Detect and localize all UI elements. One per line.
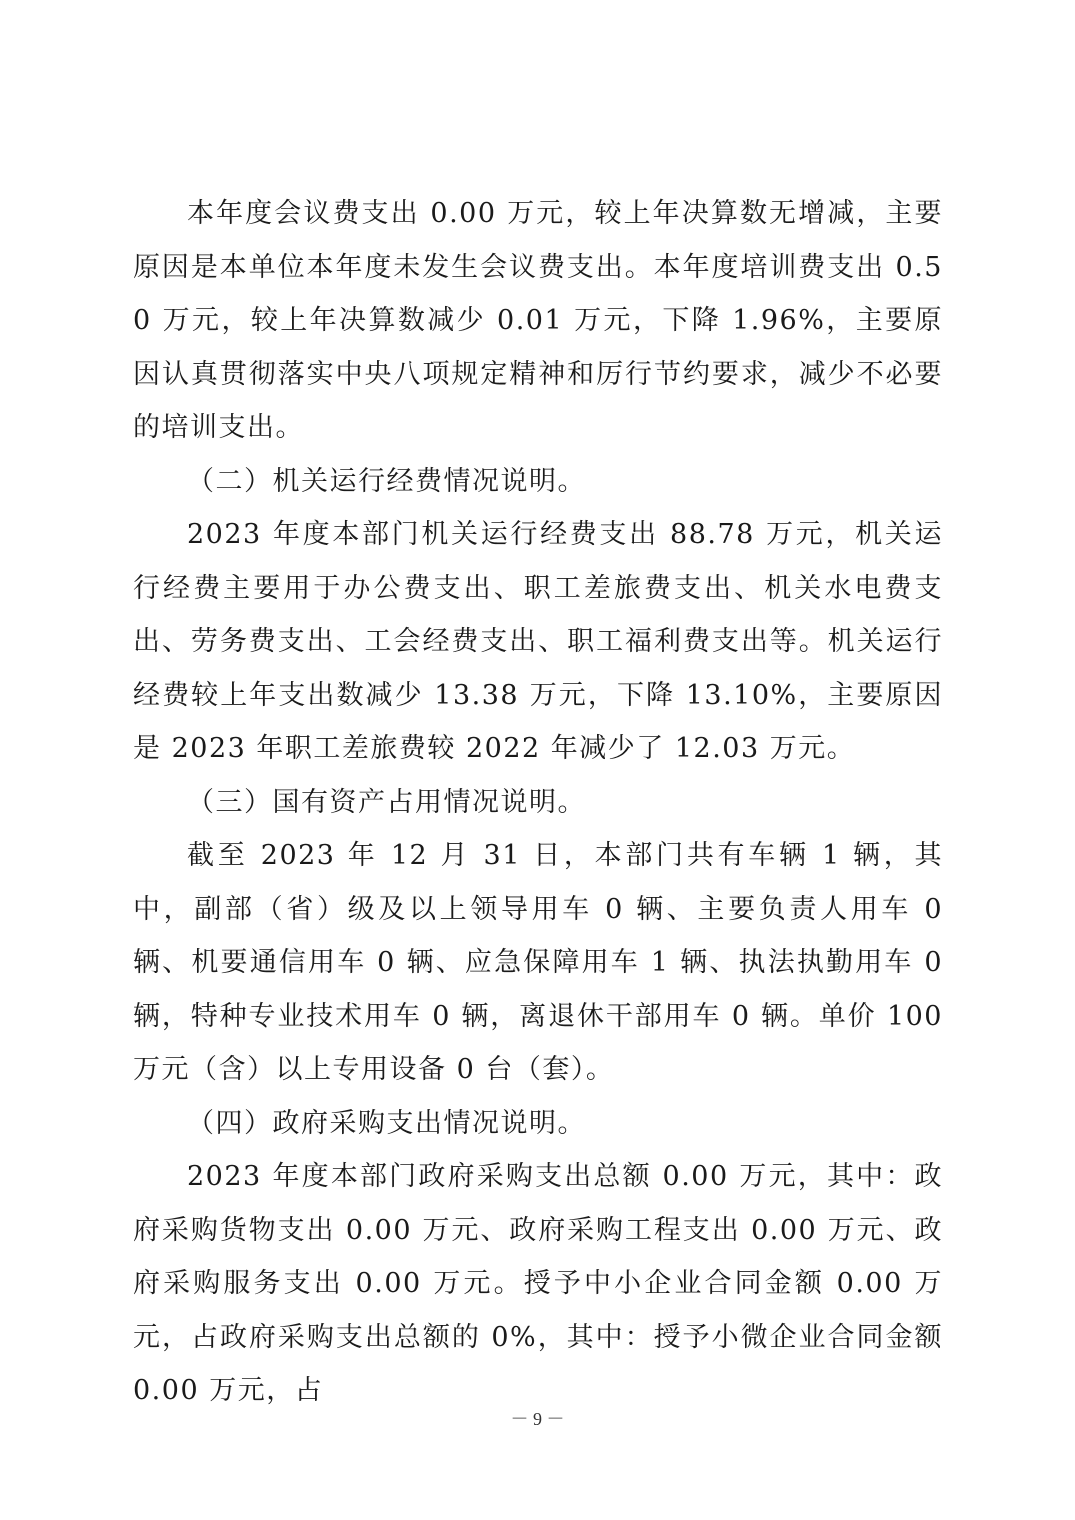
paragraph-procurement: 2023 年度本部门政府采购支出总额 0.00 万元，其中：政府采购货物支出 0.00 万元、政府采购工程支出 0.00 万元、政府采购服务支出 0.00 万元。授予中小企业合同金额 0.00 万元，占政府采购支出总额的 0%，其中：授予小微企业合同金额 0.00 万元，占 — [133, 1161, 943, 1406]
paragraph-training-meeting-fees: 本年度会议费支出 0.00 万元，较上年决算数无增减，主要原因是本单位本年度未发生会议费支出。本年度培训费支出 0.50 万元，较上年决算数减少 0.01 万元，下降 1.96%，主要原因认真贯彻落实中央八项规定精神和厉行节约要求，减少不必要的培训支出。 — [133, 198, 943, 443]
section-heading-procurement: （四）政府采购支出情况说明。 — [187, 1107, 586, 1139]
page-number: － 9 － — [510, 1409, 565, 1429]
document-body — [133, 187, 943, 1418]
section-heading-operating-expenses: （二）机关运行经费情况说明。 — [187, 465, 586, 497]
section-heading-state-assets: （三）国有资产占用情况说明。 — [187, 786, 586, 818]
paragraph-state-assets: 截至 2023 年 12 月 31 日，本部门共有车辆 1 辆，其中，副部（省）级及以上领导用车 0 辆、主要负责人用车 0 辆、机要通信用车 0 辆、应急保障用车 1 辆、执法执勤用车 0 辆，特种专业技术用车 0 辆，离退休干部用车 0 辆。单价 100 万元（含）以上专用设备 0 台（套）。 — [133, 840, 943, 1085]
paragraph-operating-expenses: 2023 年度本部门机关运行经费支出 88.78 万元，机关运行经费主要用于办公费支出、职工差旅费支出、机关水电费支出、劳务费支出、工会经费支出、职工福利费支出等。机关运行经费较上年支出数减少 13.38 万元，下降 13.10%，主要原因是 2023 年职工差旅费较 2022 年减少了 12.03 万元。 — [133, 519, 943, 764]
